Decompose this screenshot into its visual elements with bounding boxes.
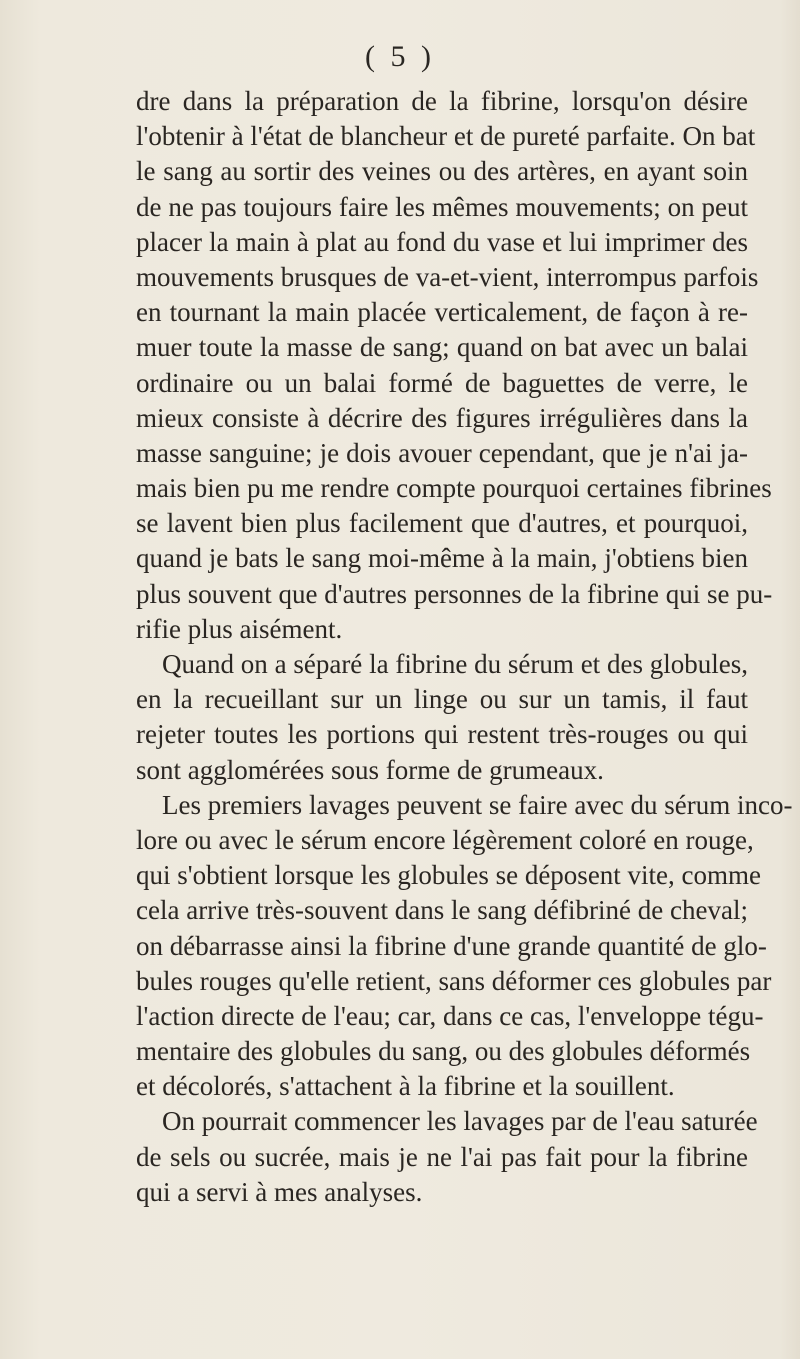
text-line: sont agglomérées sous forme de grumeaux. [136, 754, 604, 785]
text-line: Quand on a séparé la fibrine du sérum et des globules, [162, 649, 748, 679]
text-line: placer la main à plat au fond du vase et lui imprimer des [136, 226, 748, 257]
text-line: en la recueillant sur un linge ou sur un tamis, il faut [136, 684, 748, 715]
text-line: dre dans la préparation de la fibrine, lorsqu'on désire [136, 86, 748, 116]
text-line: muer toute la masse de sang; quand on bat avec un balai [136, 332, 748, 363]
text-line: mouvements brusques de va-et-vient, interrompus parfois [136, 261, 759, 292]
text-line: qui s'obtient lorsque les globules se déposent vite, comme [136, 860, 762, 891]
text-line: Les premiers lavages peuvent se faire avec du sérum inco- [162, 789, 793, 820]
body-text [136, 84, 793, 1210]
text-line: bules rouges qu'elle retient, sans déformer ces globules par [136, 965, 772, 996]
text-line: de ne pas toujours faire les mêmes mouvements; on peut [136, 191, 748, 222]
text-line: On pourrait commencer les lavages par de l'eau saturée [162, 1106, 758, 1137]
text-line: de sels ou sucrée, mais je ne l'ai pas fait pour la fibrine [136, 1141, 748, 1172]
text-line: cela arrive très-souvent dans le sang défibriné de cheval; [136, 895, 748, 926]
text-line: le sang au sortir des veines ou des artères, en ayant soin [136, 156, 748, 187]
text-line: mieux consiste à décrire des figures irrégulières dans la [136, 402, 748, 433]
text-line: en tournant la main placée verticalement, de façon à re- [136, 297, 748, 328]
text-line: ordinaire ou un balai formé de baguettes de verre, le [136, 367, 748, 398]
text-line: rejeter toutes les portions qui restent très-rouges ou qui [136, 719, 748, 750]
text-line: mais bien pu me rendre compte pourquoi certaines fibrines [136, 473, 772, 504]
text-line: mentaire des globules du sang, ou des globules déformés [136, 1036, 751, 1067]
text-line: l'obtenir à l'état de blancheur et de pureté parfaite. On bat [136, 121, 756, 152]
text-line: qui a servi à mes analyses. [136, 1176, 423, 1207]
text-line: quand je bats le sang moi-même à la main, j'obtiens bien [136, 543, 748, 574]
text-line: se lavent bien plus facilement que d'autres, et pourquoi, [136, 508, 748, 539]
text-line: l'action directe de l'eau; car, dans ce cas, l'enveloppe tégu- [136, 1000, 764, 1031]
text-line: on débarrasse ainsi la fibrine d'une grande quantité de glo- [136, 930, 767, 961]
text-line: rifie plus aisément. [136, 613, 343, 644]
page-number: ( 5 ) [365, 40, 435, 73]
text-line: plus souvent que d'autres personnes de la fibrine qui se pu- [136, 578, 773, 609]
text-line: masse sanguine; je dois avouer cependant, que je n'ai ja- [136, 437, 748, 468]
text-line: et décolorés, s'attachent à la fibrine et la souillent. [136, 1071, 675, 1102]
text-line: lore ou avec le sérum encore légèrement coloré en rouge, [136, 824, 754, 855]
